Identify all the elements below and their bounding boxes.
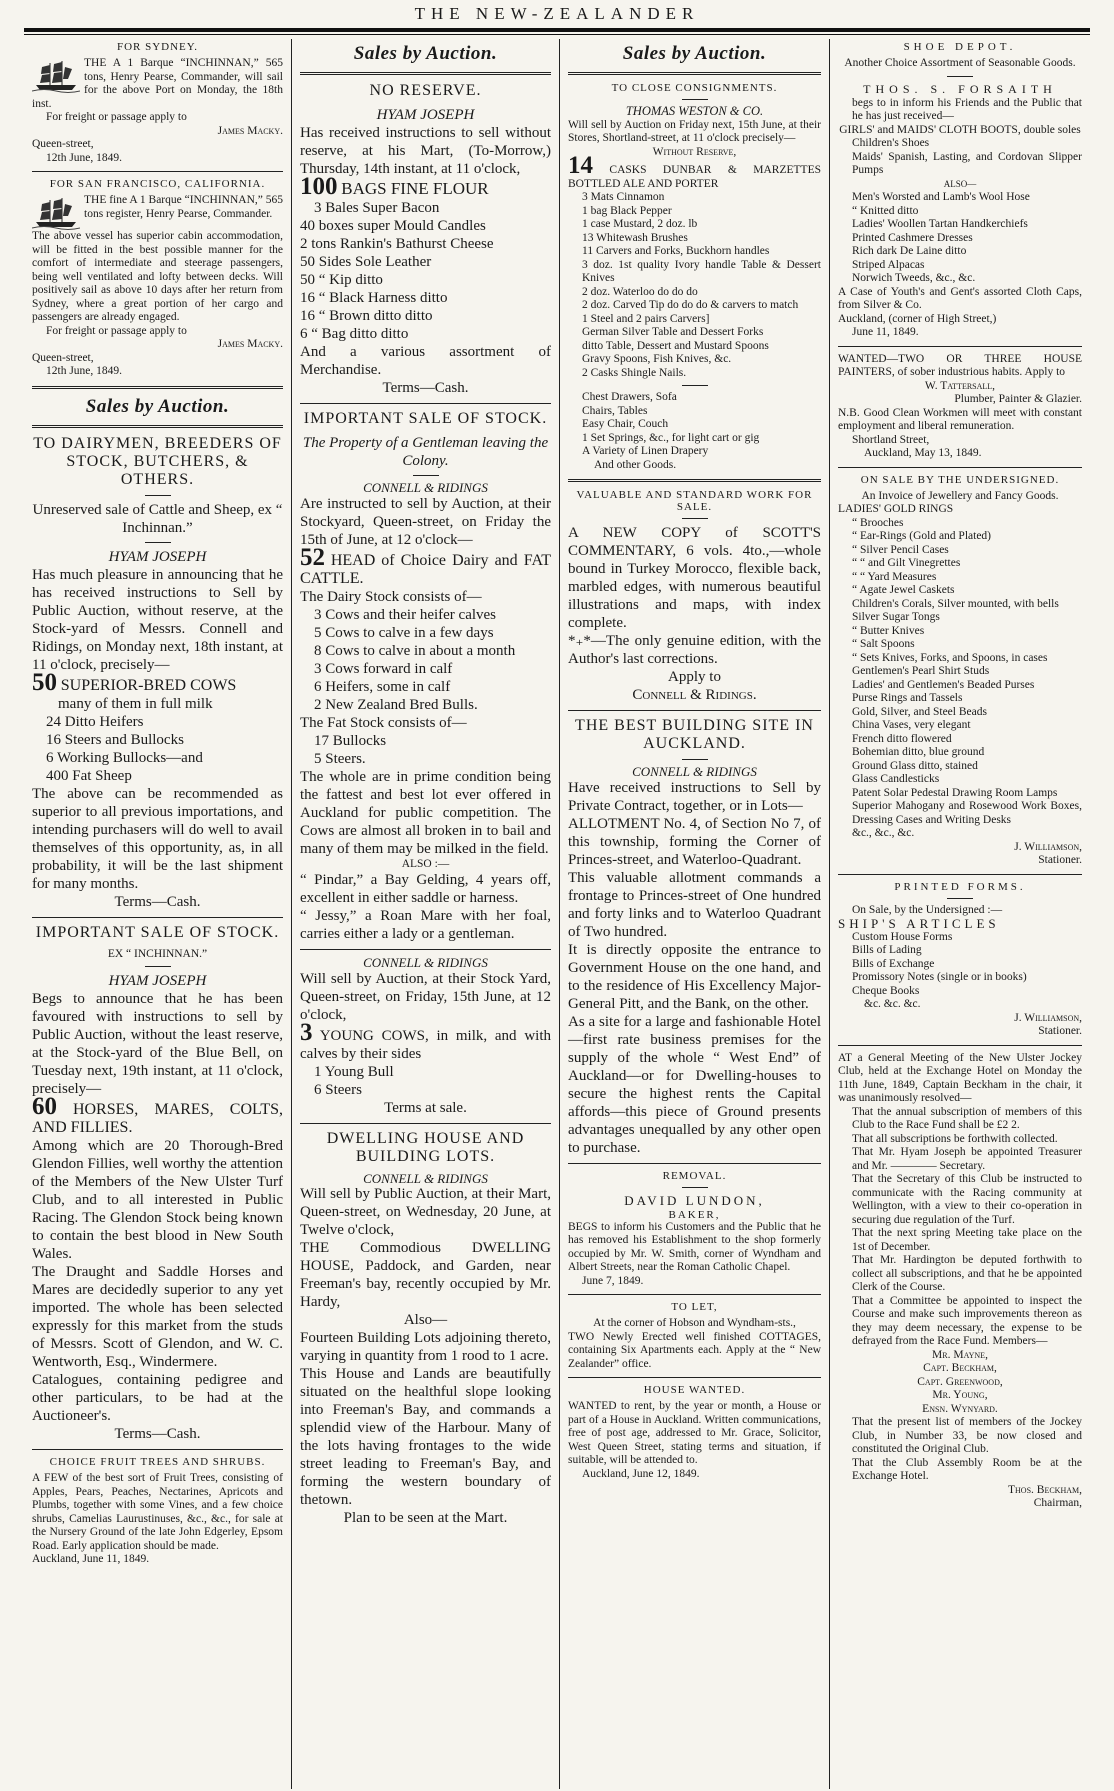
removal-heading: REMOVAL.: [662, 1169, 727, 1182]
painters-ad: WANTED—TWO OR THREE HOUSE PAINTERS, of sober industrious habits. Apply to W. Tattersall, Plumber, Painter & Glazier. N.B. Good Clean Workmen will meet with constant employment and liberal remuneration. Shortland Street, Auckland, May 13, 1849.: [838, 352, 1082, 459]
auction-heading: Sales by Auction.: [85, 395, 230, 417]
jewellery-heading: ON SALE BY THE UNDERSIGNED.: [860, 473, 1060, 486]
stock-ad: Begs to announce that he has been favoured with instructions to sell by Public Auction, without the least reserve, at the Stock-yard of the Blue Bell, on Tuesday next, 19th instant, at 11 o'clock, precisely— 60 HORSES, MARES, COLTS, AND FILLIES. Among which are 20 Thorough-Bred Glendon Fillies, well worthy the attention of the Members of the New Ulster Turf Club, and to all interested in Public Racing. The Glendon Stock being known to contain the best blood in New South Wales. The Draught and Saddle Horses and Mares are decidedly superior to any yet imported. The whole has been selected expressly for this market from the studs of Messrs. Scott of Glendon, and W. C. Wentworth, Esq., Windermere. Catalogues, containing pedigree and other particulars, to be had at the Auctioneer's. Terms—Cash.: [32, 991, 283, 1442]
noreserve-heading: NO RESERVE.: [369, 82, 482, 99]
auction-heading: Sales by Auction.: [622, 43, 767, 64]
site-ad: Have received instructions to Sell by Private Contract, together, or in Lots— ALLOTMENT No. 4, of Section No 7, of this township, forming the Corner of Princes-street, and Waterloo-Quadrant. This valuable allotment commands a frontage to Princes-street of One hundred and forty links and to Waterloo Quadrant of Two hundred. It is directly opposite the entrance to Government House on the one hand, and to the residence of His Excellency Major-General Pitt, and the Bank, on the other. As a site for a large and fashionable Hotel—first rate business premises for the supply of the whole “ West End” of Auckland—or for Dwelling-houses to secure the highest rents the Capital affords—this piece of Ground presents advantages unequalled by any other open to purchase.: [568, 779, 821, 1156]
wanted-ad: WANTED to rent, by the year or month, a House or part of a House in Auckland. Written communications, free of post age, addressed to Mr. Grace, Solicitor, West Queen Street, stating terms and situation, if suitable, will be attended to. Auckland, June 12, 1849.: [568, 1400, 821, 1480]
jockey-club-ad: AT a General Meeting of the New Ulster Jockey Club, held at the Exchange Hotel on Monday the 11th June, 1849, Captain Beckham in the chair, it was unanimously resolved— That the annual subscription of members of this Club to the Race Fund shall be £2 2. That all subscriptions be forthwith collected. That Mr. Hyam Joseph be appointed Treasurer and Mr. ———— Secretary. That the Secretary of this Club be instructed to communicate with the Racing community at Wellington, with a view to their co-operation in securing due regulation of the Turf. That the next spring Meeting take place on the 1st of December. That Mr. Hardington be deputed forthwith to collect all subscriptions, and that he be appointed Clerk of the Course. That a Committee be appointed to inspect the Course and make such improvements thereon as they may deem necessary, the expense to be defrayed from the Race Fund. Members— Mr. Mayne, Capt. Beckham, Capt. Greenwood, Mr. Young, Ensn. Wynyard. That the present list of members of the Jockey Club, in Number 33, be now closed and constituted the Original Club. That the Club Assembly Room be at the Exchange Hotel. Thos. Beckham, Chairman,: [838, 1051, 1082, 1509]
sydney-heading: FOR SYDNEY.: [116, 41, 199, 53]
consign-ad: Will sell by Auction on Friday next, 15th June, at their Stores, Shortland-street, at 11 o'clock precisely— Without Reserve, 14 CASKS DUNBAR & MARZETTES BOTTLED ALE AND PORTER 3 Mats Cinnamon 1 bag Black Pepper 1 case Mustard, 2 doz. lb 13 Whitewash Brushes 11 Carvers and Forks, Buckhorn handles 3 doz. 1st quality Ivory handle Table & Dessert Knives 2 doz. Waterloo do do do 2 doz. Carved Tip do do do & carvers to match 1 Steel and 2 pairs Carvers] German Silver Table and Dessert Forks ditto Table, Dessert and Mustard Spoons Gravy Spoons, Fish Knives, &c. 2 Casks Shingle Nails. Chest Drawers, Sofa Chairs, Tables Easy Chair, Couch 1 Set Springs, &c., for light cart or gig A Variety of Linen Drapery And other Goods.: [568, 118, 821, 471]
fruit-heading: CHOICE FRUIT TREES AND SHRUBS.: [49, 1456, 266, 1468]
sanfrancisco-heading: FOR SAN FRANCISCO, CALIFORNIA.: [49, 178, 266, 190]
fruit-ad: A FEW of the best sort of Fruit Trees, consisting of Apples, Pears, Peaches, Nectarines, Apricots and Plumbs, together with some Vines, and a few choice shrubs, Camelias Laurustinuses, &c., &c., for sale at the Nursery Ground of the late John Edgerley, Epsom Road. Early application should be made. Auckland, June 11, 1849.: [32, 1472, 283, 1565]
column-4: SHOE DEPOT. Another Choice Assortment of Seasonable Goods. THOS. S. FORSAITH begs to in inform his Friends and the Public that he has just received— GIRLS' and MAIDS' CLOTH BOOTS, double soles Children's Shoes Maids' Spanish, Lasting, and Cordovan Slipper Pumps ALSO— Men's Worsted and Lamb's Wool Hose “ Knitted ditto Ladies' Woollen Tartan Handkerchiefs Printed Cashmere Dresses Rich dark De Laine ditto Striped Alpacas Norwich Tweeds, &c., &c. A Case of Youth's and Gent's assorted Cloth Caps, from Silver & Co. Auckland, (corner of High Street,) June 11, 1849. WANTED—TWO OR THREE HOUSE PAINTERS, of sober industrious habits. Apply to W. Tattersall, Plumber, Painter & Glazier. N.B. Good Clean Workmen will meet with constant employment and liberal remuneration. Shortland Street, Auckland, May 13, 1849. ON SALE BY THE UNDERSIGNED. An Invoice of Jewellery and Fancy Goods. LADIES' GOLD RINGS “ Brooches “ Ear-Rings (Gold and Plated) “ Silver Pencil Cases “ “ and Gilt Vinegrettes “ “ Yard Measures “ Agate Jewel Caskets Children's Corals, Silver mounted, with bells Silver Sugar Tongs “ Butter Knives “ Salt Spoons “ Sets Knives, Forks, and Spoons, in cases Gentlemen's Pearl Shirt Studs Ladies' and Gentlemen's Beaded Purses Purse Rings and Tassels Gold, Silver, and Steel Beads China Vases, very elegant French ditto flowered Bohemian ditto, blue ground Ground Glass ditto, stained Glass Candlesticks Patent Solar Pedestal Drawing Room Lamps Superior Mahogany and Rosewood Work Boxes, Dressing Cases and Writing Desks &c., &c., &c. J. Williamson, Stationer. PRINTED FORMS. On Sale, by the Undersigned :— SHIP'S ARTICLES Custom House Forms Bills of Lading Bills of Exchange Promissory Notes (single or in books) Cheque Books &c. &c. &c. J. Williamson, Stationer. AT a General Meeting of the New Ulster Jockey Club, held at the Exchange Hotel on Monday the 11th June, 1849, Captain Beckham in the chair, it was unanimously resolved— That the annual subscription of members of this Club to the Race Fund shall be £2 2. That all subscriptions be forthwith collected. That Mr. Hyam Joseph be appointed Treasurer and Mr. ———— Secretary. That the Secretary of this Club be instructed to communicate with the Racing community at Wellington, with a view to their co-operation in securing due regulation of the Turf. That the next spring Meeting take place on the 1st of December. That Mr. Hardington be deputed forthwith to collect all subscriptions, and that he be appointed Clerk of the Course. That a Committee be appointed to inspect the Course and make such improvements thereon as they may deem necessary, the expense to be defrayed from the Race Fund. Members— Mr. Mayne, Capt. Beckham, Capt. Greenwood, Mr. Young, Ensn. Wynyard. That the present list of members of the Jockey Club, in Number 33, be now closed and constituted the Original Club. That the Club Assembly Room be at the Exchange Hotel. Thos. Beckham, Chairman,: [838, 41, 1082, 1509]
forms-ad: On Sale, by the Undersigned :— SHIP'S ARTICLES Custom House Forms Bills of Lading Bills of Exchange Promissory Notes (single or in books) Cheque Books &c. &c. &c. J. Williamson, Stationer.: [838, 903, 1082, 1037]
columns: [24, 39, 1090, 1789]
scott-ad: A NEW COPY of SCOTT'S COMMENTARY, 6 vols. 4to.,—whole bound in Turkey Morocco, flexible back, marbled edges, with numerous beautiful illustrations and maps, with index complete. *₊*—The only genuine edition, with the Author's last corrections. Apply to Connell & Ridings.: [568, 525, 821, 703]
site-heading: THE BEST BUILDING SITE IN AUCKLAND.: [575, 717, 814, 752]
column-3: Sales by Auction. TO CLOSE CONSIGNMENTS. THOMAS WESTON & CO. Will sell by Auction on Friday next, 15th June, at their Stores, Shortland-street, at 11 o'clock precisely— Without Reserve, 14 CASKS DUNBAR & MARZETTES BOTTLED ALE AND PORTER 3 Mats Cinnamon 1 bag Black Pepper 1 case Mustard, 2 doz. lb 13 Whitewash Brushes 11 Carvers and Forks, Buckhorn handles 3 doz. 1st quality Ivory handle Table & Dessert Knives 2 doz. Waterloo do do do 2 doz. Carved Tip do do do & carvers to match 1 Steel and 2 pairs Carvers] German Silver Table and Dessert Forks ditto Table, Dessert and Mustard Spoons Gravy Spoons, Fish Knives, &c. 2 Casks Shingle Nails. Chest Drawers, Sofa Chairs, Tables Easy Chair, Couch 1 Set Springs, &c., for light cart or gig A Variety of Linen Drapery And other Goods. VALUABLE AND STANDARD WORK FOR SALE. A NEW COPY of SCOTT'S COMMENTARY, 6 vols. 4to.,—whole bound in Turkey Morocco, flexible back, marbled edges, with numerous beautiful illustrations and maps, with index complete. *₊*—The only genuine edition, with the Author's last corrections. Apply to Connell & Ridings. THE BEST BUILDING SITE IN AUCKLAND. CONNELL & RIDINGS Have received instructions to Sell by Private Contract, together, or in Lots— ALLOTMENT No. 4, of Section No 7, of this township, forming the Corner of Princes-street, and Waterloo-Quadrant. This valuable allotment commands a frontage to Princes-street of One hundred and forty links and to Waterloo Quadrant of Two hundred. It is directly opposite the entrance to Government House on the one hand, and to the residence of His Excellency Major-General Pitt, and the Bank, on the other. As a site for a large and fashionable Hotel—first rate business premises for the supply of the whole “ West End” of Auckland—or for Dwelling-houses to secure the highest rents the Capital affords—this piece of Ground presents advantages unequalled by any other open to purchase. REMOVAL. DAVID LUNDON, BAKER, BEGS to inform his Customers and the Public that he has removed his Establishment to the shop formerly occupied by Mr. W. Smith, corner of Wyndham and Albert Streets, near the Roman Catholic Chapel. June 7, 1849. TO LET, At the corner of Hobson and Wyndham-sts., TWO Newly Erected well finished COTTAGES, containing Six Apartments each. Apply at the “ New Zealander” office. HOUSE WANTED. WANTED to rent, by the year or month, a House or part of a House in Auckland. Written communications, free of post age, addressed to Mr. Grace, Solicitor, West Queen Street, stating terms and situation, if suitable, will be attended to. Auckland, June 12, 1849.: [560, 39, 830, 1789]
stock-heading: IMPORTANT SALE OF STOCK.: [35, 923, 280, 941]
removal-ad: BEGS to inform his Customers and the Public that he has removed his Establishment to the shop formerly occupied by Mr. W. Smith, corner of Wyndham and Albert Streets, near the Roman Catholic Chapel. June 7, 1849.: [568, 1220, 821, 1287]
forms-heading: PRINTED FORMS.: [894, 880, 1026, 893]
tolet-heading: TO LET,: [671, 1301, 718, 1313]
sanfrancisco-ad: THE fine A 1 Barque “INCHINNAN,” 565 tons register, Henry Pearse, Commander. The above vessel has superior cabin accommodation, will be fitted in the best possible manner for the comfort of intermediate and steerage passengers, being well ventilated and lofty between decks. Will positively sail as above 10 days after her return from Sydney, where a great portion of her cargo and passengers are already engaged. For freight or passage apply to James Macky. Queen-street, 12th June, 1849.: [32, 194, 283, 377]
masthead: THE NEW-ZEALANDER: [414, 4, 700, 23]
shoe-ad: begs to in inform his Friends and the Public that he has just received— GIRLS' and MAIDS' CLOTH BOOTS, double soles Children's Shoes Maids' Spanish, Lasting, and Cordovan Slipper Pumps ALSO— Men's Worsted and Lamb's Wool Hose “ Knitted ditto Ladies' Woollen Tartan Handkerchiefs Printed Cashmere Dresses Rich dark De Laine ditto Striped Alpacas Norwich Tweeds, &c., &c. A Case of Youth's and Gent's assorted Cloth Caps, from Silver & Co. Auckland, (corner of High Street,) June 11, 1849.: [838, 96, 1082, 338]
dairymen-ad: Has much pleasure in announcing that he has received instructions to Sell by Public Auction, without reserve, at the Stock-yard of Messrs. Connell and Ridings, on Monday next, 18th instant, at 11 o'clock, precisely— 50 SUPERIOR-BRED COWS many of them in full milk 24 Ditto Heifers 16 Steers and Bullocks 6 Working Bullocks—and 400 Fat Sheep The above can be recommended as superior to all previous importations, and intending purchasers will do well to avail themselves of this opportunity, as, in all probability, it will be the last shipment for many months. Terms—Cash.: [32, 566, 283, 910]
dwelling-ad: Will sell by Public Auction, at their Mart, Queen-street, on Wednesday, 20 June, at Twelve o'clock, THE Commodious DWELLING HOUSE, Paddock, and Garden, near Freeman's bay, recently occupied by Mr. Hardy, Also— Fourteen Building Lots adjoining thereto, varying in quantity from 1 rood to 1 acre. This House and Lands are beautifully situated on the healthful slope looking into Freeman's Bay, and commands a splendid view of the Harbour. Many of the lots having frontages to the wide street leading to Freeman's Bay, and forming the western boundary of thetown. Plan to be seen at the Mart.: [300, 1186, 551, 1526]
column-1: FOR SYDNEY. THE A 1 Barque “INCHINNAN,” 565 tons, Henry Pearse, Commander, will sail for the above Port on Monday, the 18th inst. For freight or passage apply to James Macky. Queen-street, 12th June, 1849. FOR SAN FRANCISCO, CALIFORNIA. THE fine A 1 Barque “INCHINNAN,” 565 tons register, Henry Pearse, Commander. The above vessel has superior cabin accommodation, will be fitted in the best possible manner for the comfort of intermediate and steerage passengers, being well ventilated and lofty between decks. Will positively sail as above 10 days after her return from Sydney, where a great portion of her cargo and passengers are already engaged. For freight or passage apply to James Macky. Queen-street, 12th June, 1849. Sales by Auction. TO DAIRYMEN, BREEDERS OF STOCK, BUTCHERS, & OTHERS. Unreserved sale of Cattle and Sheep, ex “ Inchinnan.” HYAM JOSEPH Has much pleasure in announcing that he has received instructions to Sell by Public Auction, without reserve, at the Stock-yard of Messrs. Connell and Ridings, on Monday next, 18th instant, at 11 o'clock, precisely— 50 SUPERIOR-BRED COWS many of them in full milk 24 Ditto Heifers 16 Steers and Bullocks 6 Working Bullocks—and 400 Fat Sheep The above can be recommended as superior to all previous importations, and intending purchasers will do well to avail themselves of this opportunity, as, in all probability, it will be the last shipment for many months. Terms—Cash. IMPORTANT SALE OF STOCK. EX “ INCHINNAN.” HYAM JOSEPH Begs to announce that he has been favoured with instructions to sell by Public Auction, without the least reserve, at the Stock-yard of the Blue Bell, on Tuesday next, 19th instant, at 11 o'clock, precisely— 60 HORSES, MARES, COLTS, AND FILLIES. Among which are 20 Thorough-Bred Glendon Fillies, well worthy the attention of the Members of the New Ulster Turf Club, and to all interested in Public Racing. The Glendon Stock being known to contain the best blood in New South Wales. The Draught and Saddle Horses and Mares are decidedly superior to any yet imported. The whole has been selected expressly for this market from the studs of Messrs. Scott of Glendon, and W. C. Wentworth, Esq., Windermere. Catalogues, containing pedigree and other particulars, to be had at the Auctioneer's. Terms—Cash. CHOICE FRUIT TREES AND SHRUBS. A FEW of the best sort of Fruit Trees, consisting of Apples, Pears, Peaches, Nectarines, Apricots and Plumbs, together with some Vines, and a few choice shrubs, Camelias Laurustinuses, &c., &c., for sale at the Nursery Ground of the late John Edgerley, Epsom Road. Early application should be made. Auckland, June 11, 1849.: [24, 39, 292, 1789]
jewellery-ad: LADIES' GOLD RINGS “ Brooches “ Ear-Rings (Gold and Plated) “ Silver Pencil Cases “ “ and Gilt Vinegrettes “ “ Yard Measures “ Agate Jewel Caskets Children's Corals, Silver mounted, with bells Silver Sugar Tongs “ Butter Knives “ Salt Spoons “ Sets Knives, Forks, and Spoons, in cases Gentlemen's Pearl Shirt Studs Ladies' and Gentlemen's Beaded Purses Purse Rings and Tassels Gold, Silver, and Steel Beads China Vases, very elegant French ditto flowered Bohemian ditto, blue ground Ground Glass ditto, stained Glass Candlesticks Patent Solar Pedestal Drawing Room Lamps Superior Mahogany and Rosewood Work Boxes, Dressing Cases and Writing Desks &c., &c., &c. J. Williamson, Stationer.: [838, 503, 1082, 866]
shoe-heading: SHOE DEPOT.: [903, 41, 1017, 53]
sydney-ad: THE A 1 Barque “INCHINNAN,” 565 tons, Henry Pearse, Commander, will sail for the above Port on Monday, the 18th inst. For freight or passage apply to James Macky. Queen-street, 12th June, 1849.: [32, 57, 283, 164]
scott-heading: VALUABLE AND STANDARD WORK FOR SALE.: [576, 489, 813, 513]
ship-icon: [32, 59, 80, 93]
wanted-heading: HOUSE WANTED.: [643, 1384, 746, 1396]
cows-ad: Will sell by Auction, at their Stock Yard, Queen-street, on Friday, 15th June, at 12 o'clock, 3 YOUNG COWS, in milk, and with calves by their sides 1 Young Bull 6 Steers Terms at sale.: [300, 970, 551, 1116]
consign-heading: TO CLOSE CONSIGNMENTS.: [611, 82, 778, 94]
tolet-ad: TWO Newly Erected well finished COTTAGES, containing Six Apartments each. Apply at the “ New Zealander” office.: [568, 1330, 821, 1370]
column-2: Sales by Auction. NO RESERVE. HYAM JOSEPH Has received instructions to sell without reserve, at his Mart, (To-Morrow,) Thursday, 14th instant, at 11 o'clock, 100 BAGS FINE FLOUR 3 Bales Super Bacon 40 boxes super Mould Candles 2 tons Rankin's Bathurst Cheese 50 Sides Sole Leather 50 “ Kip ditto 16 “ Black Harness ditto 16 “ Brown ditto ditto 6 “ Bag ditto ditto And a various assortment of Merchandise. Terms—Cash. IMPORTANT SALE OF STOCK. The Property of a Gentleman leaving the Colony. CONNELL & RIDINGS Are instructed to sell by Auction, at their Stockyard, Queen-street, on Friday the 15th of June, at 12 o'clock— 52 HEAD of Choice Dairy and FAT CATTLE. The Dairy Stock consists of— 3 Cows and their heifer calves 5 Cows to calve in a few days 8 Cows to calve in about a month 3 Cows forward in calf 6 Heifers, some in calf 2 New Zealand Bred Bulls. The Fat Stock consists of— 17 Bullocks 5 Steers. The whole are in prime condition being the fattest and best lot ever offered in Auckland for public competition. The Cows are almost all broken in to bail and many of them may be milked in the field. ALSO :— “ Pindar,” a Bay Gelding, 4 years off, excellent in either saddle or harness. “ Jessy,” a Roan Mare with her foal, carries either a lady or a gentleman. CONNELL & RIDINGS Will sell by Auction, at their Stock Yard, Queen-street, on Friday, 15th June, at 12 o'clock, 3 YOUNG COWS, in milk, and with calves by their sides 1 Young Bull 6 Steers Terms at sale. DWELLING HOUSE AND BUILDING LOTS. CONNELL & RIDINGS Will sell by Public Auction, at their Mart, Queen-street, on Wednesday, 20 June, at Twelve o'clock, THE Commodious DWELLING HOUSE, Paddock, and Garden, near Freeman's bay, recently occupied by Mr. Hardy, Also— Fourteen Building Lots adjoining thereto, varying in quantity from 1 rood to 1 acre. This House and Lands are beautifully situated on the healthful slope looking into Freeman's Bay, and commands a splendid view of the Harbour. Many of the lots having frontages to the wide street leading to Freeman's Bay, and forming the western boundary of thetown. Plan to be seen at the Mart.: [292, 39, 560, 1789]
stock-sale-ad: Are instructed to sell by Auction, at their Stockyard, Queen-street, on Friday the 15th of June, at 12 o'clock— 52 HEAD of Choice Dairy and FAT CATTLE. The Dairy Stock consists of— 3 Cows and their heifer calves 5 Cows to calve in a few days 8 Cows to calve in about a month 3 Cows forward in calf 6 Heifers, some in calf 2 New Zealand Bred Bulls. The Fat Stock consists of— 17 Bullocks 5 Steers. The whole are in prime condition being the fattest and best lot ever offered in Auckland for public competition. The Cows are almost all broken in to bail and many of them may be milked in the field. ALSO :— “ Pindar,” a Bay Gelding, 4 years off, excellent in either saddle or harness. “ Jessy,” a Roan Mare with her foal, carries either a lady or a gentleman.: [300, 495, 551, 942]
masthead-rule: [24, 28, 1090, 32]
auction-heading: Sales by Auction.: [353, 43, 498, 64]
dairymen-heading: TO DAIRYMEN, BREEDERS OF STOCK, BUTCHERS, & OTHERS.: [33, 434, 282, 488]
noreserve-ad: Has received instructions to sell without reserve, at his Mart, (To-Morrow,) Thursday, 14th instant, at 11 o'clock, 100 BAGS FINE FLOUR 3 Bales Super Bacon 40 boxes super Mould Candles 2 tons Rankin's Bathurst Cheese 50 Sides Sole Leather 50 “ Kip ditto 16 “ Black Harness ditto 16 “ Brown ditto ditto 6 “ Bag ditto ditto And a various assortment of Merchandise. Terms—Cash.: [300, 125, 551, 396]
dwelling-heading: DWELLING HOUSE AND BUILDING LOTS.: [326, 1129, 525, 1165]
ship-icon: [32, 196, 80, 230]
stock-sale-heading: IMPORTANT SALE OF STOCK.: [303, 410, 548, 427]
